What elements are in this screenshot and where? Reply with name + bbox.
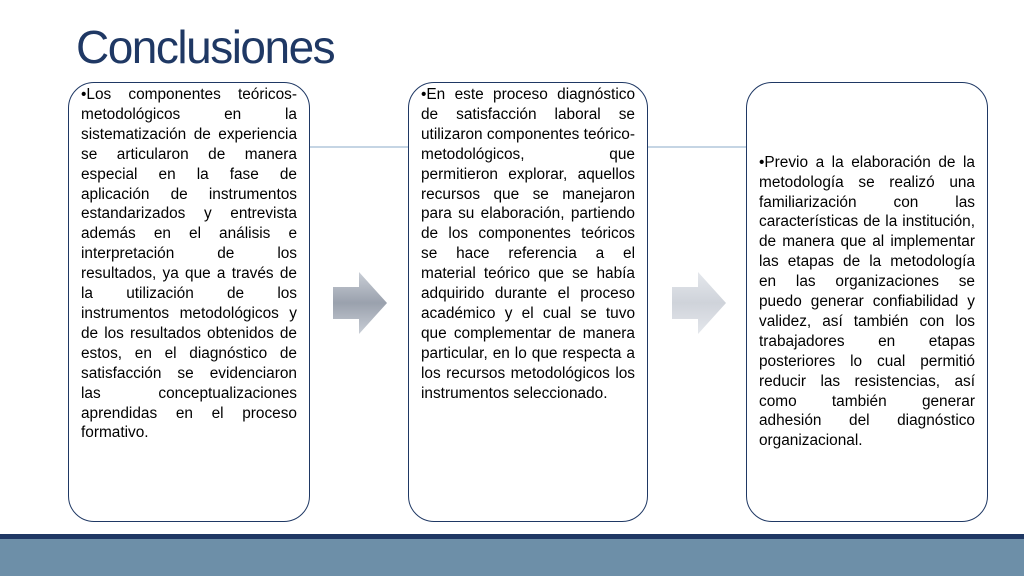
conclusion-text-2: •En este proceso diagnóstico de satisfacción laboral se utilizaron componentes teórico-metodológicos, que permitieron explorar, aquellos recursos que se manejaron para su elaboración, partiendo de los componentes teóricos se hace referencia a el material teórico que se había adquirido durante el proceso académico y el cual se tuvo que complementar de manera particular, en lo que respecta a los recursos metodológicos los instrumentos seleccionado. bbox=[421, 86, 635, 402]
right-arrow-icon bbox=[672, 272, 726, 334]
conclusion-box-2 bbox=[408, 82, 648, 522]
conclusion-box-3 bbox=[746, 82, 988, 522]
right-arrow-icon bbox=[333, 272, 387, 334]
connector-line-1 bbox=[310, 146, 408, 148]
slide-title: Conclusiones bbox=[76, 21, 335, 73]
footer-bar bbox=[0, 534, 1024, 576]
connector-line-2 bbox=[648, 146, 746, 148]
conclusion-text-1: •Los componentes teóricos-metodológicos en la sistematización de experiencia se articularon de manera especial en la fase de aplicación de instrumentos estandarizados y entrevista además en el análisis e interpretación de los resultados, ya que a través de la utilización de los instrumentos metodológicos y de los resultados obtenidos de estos, en el diagnóstico de satisfacción se evidenciaron las conceptualizaciones aprendidas en el proceso formativo. bbox=[81, 86, 297, 442]
conclusion-box-1 bbox=[68, 82, 310, 522]
conclusion-text-3: •Previo a la elaboración de la metodología se realizó una familiarización con las características de la institución, de manera que al implementar las etapas de la metodología en las organizaciones se puedo generar confiabilidad y validez, así también con los trabajadores en etapas posteriores lo cual permitió reducir las resistencias, así como también generar adhesión del diagnóstico organizacional. bbox=[759, 153, 975, 450]
